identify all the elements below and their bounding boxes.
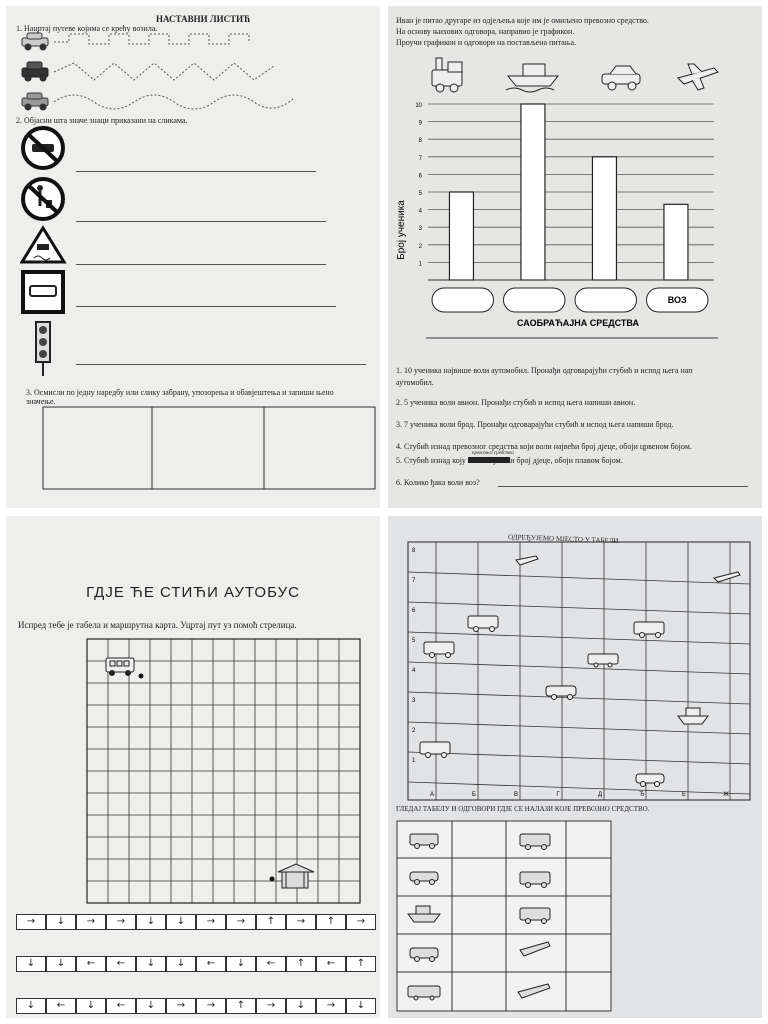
route-arrow-cell: → — [76, 914, 106, 930]
route-arrow-cell: ↑ — [256, 914, 286, 930]
y-tick-label: 1 — [418, 261, 422, 268]
route-arrow-cell: ← — [196, 956, 226, 972]
y-tick-label: 9 — [418, 120, 422, 127]
y-tick-label: 5 — [418, 191, 422, 197]
bar — [592, 157, 616, 280]
tow-truck-icon — [420, 742, 450, 758]
airplane-icon — [714, 572, 740, 582]
route-arrow-cell: ↑ — [346, 956, 376, 972]
route-arrow-cell: ← — [256, 956, 286, 972]
category-label: ВОЗ — [667, 295, 687, 305]
task-1-text: 1. Нацртај путеве којима се крећу возила. — [16, 24, 158, 33]
route-arrow-cell: ↓ — [136, 998, 166, 1014]
row-label: 2 — [412, 728, 416, 734]
route-arrow-cell: → — [166, 998, 196, 1014]
fire-truck-icon — [634, 622, 664, 638]
table-title: ОДРЕЂУЈЕМО МЈЕСТО У ТАБЕЛИ — [507, 533, 619, 545]
route-arrow-cell: → — [196, 914, 226, 930]
bus-stop-sign-icon — [23, 272, 63, 312]
route-arrow-cell: → — [316, 998, 346, 1014]
row-label: 3 — [412, 698, 416, 704]
start-dot — [139, 674, 144, 679]
car-icon — [22, 62, 48, 81]
x-axis-label: САОБРАЋАЈНА СРЕДСТВА — [517, 318, 639, 328]
route-arrow-cell: ↓ — [46, 956, 76, 972]
route-arrow-cell: ↓ — [76, 998, 106, 1014]
car-icon — [22, 33, 48, 50]
row-label: 5 — [412, 638, 416, 644]
car-icon — [636, 774, 664, 787]
train-icon — [432, 58, 462, 92]
route-arrow-cell: ↑ — [316, 914, 346, 930]
route-title: ГДЈЕ ЋЕ СТИЋИ АУТОБУС — [86, 584, 300, 601]
route-arrow-cell: ← — [46, 998, 76, 1014]
route-instruction: Испред тебе је табела и маршрутна карта. Уцртај пут уз помоћ стрелица. — [18, 620, 297, 630]
route-arrow-cell: ↓ — [286, 998, 316, 1014]
column-label: Г — [556, 792, 560, 798]
row-label: 8 — [412, 548, 416, 554]
airplane-icon — [516, 556, 538, 565]
row-label: 4 — [412, 668, 416, 674]
route-arrow-cell: ← — [316, 956, 346, 972]
route-arrow-cell: → — [226, 914, 256, 930]
route-arrow-cell: ↓ — [346, 998, 376, 1014]
route-arrow-cell: ← — [106, 956, 136, 972]
traffic-signs — [20, 126, 70, 376]
column-label: А — [429, 792, 435, 798]
coordinate-grid — [396, 540, 758, 820]
route-arrow-cell: → — [16, 914, 46, 930]
bus-stop-icon — [278, 864, 314, 888]
bar — [664, 204, 688, 280]
worksheet-coordinate-table — [388, 516, 762, 1018]
bus-icon — [106, 658, 134, 676]
bar — [521, 104, 545, 280]
route-arrow-cell: ↓ — [136, 914, 166, 930]
y-tick-label: 8 — [418, 138, 422, 145]
route-arrow-cell: → — [106, 914, 136, 930]
question-6: 6. Колико ђака воли воз? — [396, 478, 480, 487]
worksheet-bus-route — [6, 516, 380, 1018]
y-tick-label: 7 — [418, 155, 422, 162]
row-label: 6 — [412, 608, 416, 614]
route-arrow-cell: ← — [106, 998, 136, 1014]
airplane-icon — [678, 64, 718, 90]
fire-truck-icon — [424, 642, 454, 658]
task-3-text-cont: значење. — [26, 397, 56, 406]
route-arrow-cell: ← — [76, 956, 106, 972]
route-arrow-cell: ↓ — [46, 914, 76, 930]
y-tick-label: 3 — [418, 226, 422, 233]
drawing-boxes — [42, 406, 376, 490]
no-pedestrians-sign-icon — [23, 179, 63, 219]
task-3-text: 3. Осмисли по једну наредбу или слику забрану, упозорења и обавјештења и запиши њено — [26, 388, 334, 397]
category-answer-box[interactable] — [432, 288, 494, 312]
ship-icon — [678, 708, 708, 724]
column-label: Е — [681, 792, 687, 798]
route-arrow-cell: ↑ — [226, 998, 256, 1014]
route-arrow-cell: ↓ — [166, 914, 196, 930]
intro-line-2: На основу њихових одговора, направио је графикон. — [396, 27, 575, 36]
y-axis-label: Број ученика — [396, 200, 407, 260]
worksheet-traffic-signs — [6, 6, 380, 508]
car-icon — [22, 93, 48, 110]
car-path-drawing — [14, 28, 304, 118]
route-arrow-cell: ↓ — [16, 956, 46, 972]
route-arrow-cell: → — [256, 998, 286, 1014]
question-5: 5. Стубић изнад коју воли најмањи број дјеце, обоји плавом бојом. — [396, 456, 623, 465]
traffic-light-icon — [36, 322, 50, 376]
column-label: Б — [472, 792, 476, 798]
route-grid — [86, 638, 362, 904]
route-arrow-cell: → — [346, 914, 376, 930]
no-cars-sign-icon — [23, 128, 63, 168]
answer-table — [396, 820, 612, 1014]
column-label: В — [513, 792, 519, 798]
row-label: 1 — [412, 758, 416, 764]
route-arrow-cell: → — [196, 998, 226, 1014]
category-answer-box[interactable] — [575, 288, 637, 312]
question-1-cont: аутомобил. — [396, 378, 434, 387]
transport-bar-chart — [388, 50, 762, 350]
route-arrow-cell: ↓ — [226, 956, 256, 972]
question-1: 1. 10 ученика највише воли аутомобил. Пронађи одговарајући стубић и испод њега нап — [396, 366, 693, 375]
column-label: Ђ — [639, 792, 645, 798]
bar — [449, 192, 473, 280]
intro-line-1: Иван је питао другаре из одјељења које им је омиљено превозно средство. — [396, 16, 649, 25]
route-arrow-cell: ↓ — [166, 956, 196, 972]
y-tick-label: 10 — [415, 103, 422, 109]
car-icon — [602, 66, 640, 90]
intro-line-3: Проучи графикон и одговори на постављена питања. — [396, 38, 577, 47]
handwritten-note: превозног средства — [472, 451, 514, 456]
table-question: ГЛЕДАЈ ТАБЕЛУ И ОДГОВОРИ ГДЈЕ СЕ НАЛАЗИ КОЈЕ ПРЕВОЗНО СРЕДСТВО. — [396, 805, 650, 813]
category-answer-box[interactable] — [504, 288, 566, 312]
question-2: 2. 5 ученика воли авион. Пронађи стубић и испод њега напиши авион. — [396, 398, 636, 407]
sheet-title: НАСТАВНИ ЛИСТИЋ — [156, 14, 251, 24]
column-label: Д — [597, 792, 603, 798]
bus-icon — [588, 654, 618, 667]
end-dot — [270, 877, 275, 882]
route-arrow-cell: → — [286, 914, 316, 930]
question-4: 4. Стубић изнад превозног средства који воли највећи број дјеце, обоји црвеном бојом. — [396, 442, 692, 451]
worksheet-bar-chart — [388, 6, 762, 508]
column-label: Ж — [723, 792, 729, 798]
route-arrow-cell: ↓ — [136, 956, 166, 972]
route-arrow-cell: ↑ — [286, 956, 316, 972]
y-tick-label: 2 — [418, 243, 422, 250]
slippery-road-sign-icon — [22, 228, 64, 262]
route-arrow-cell: ↓ — [16, 998, 46, 1014]
y-tick-label: 4 — [418, 208, 422, 215]
ship-icon — [506, 64, 558, 92]
question-3: 3. 7 ученика воли брод. Пронађи одговарајући стубић и испод њега напиши брод. — [396, 420, 674, 429]
ambulance-icon — [468, 616, 498, 632]
task-2-text: 2. Објасни шта значе знаци приказани на сликама. — [16, 116, 188, 125]
y-tick-label: 6 — [418, 173, 422, 180]
row-label: 7 — [412, 578, 416, 584]
